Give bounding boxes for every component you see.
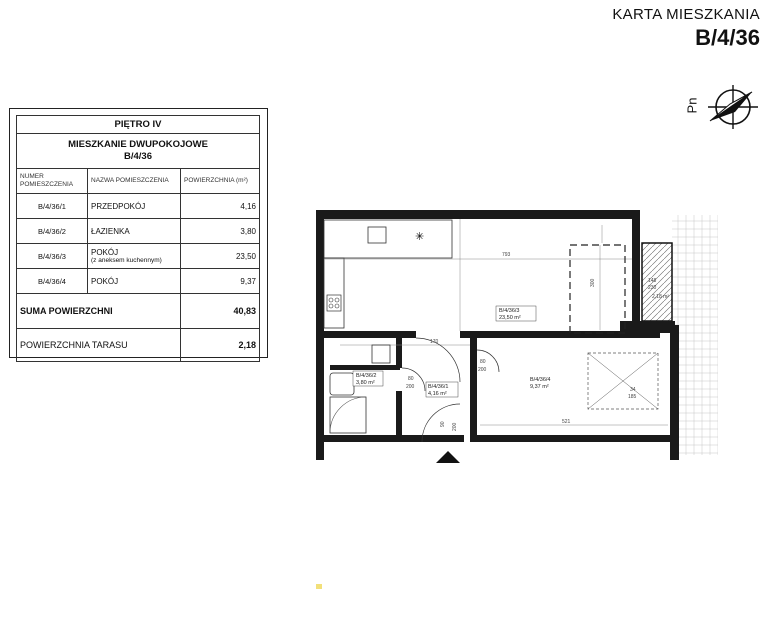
dim-148: 148	[648, 278, 657, 284]
room-number: B/4/36/4	[17, 269, 88, 294]
room-name: POKÓJ	[88, 269, 181, 294]
dim-521: 521	[562, 419, 571, 425]
card-title: KARTA MIESZKANIA	[612, 6, 760, 23]
dim-terrace-area: 2,18 m²	[652, 294, 669, 300]
dim-200c: 200	[452, 422, 458, 431]
north-label: Pn	[684, 97, 700, 114]
table-row	[17, 244, 260, 269]
apartment-type-line1: MIESZKANIE DWUPOKOJOWE	[68, 139, 208, 150]
terrace-row	[17, 329, 260, 362]
sum-row	[17, 294, 260, 329]
room-name-main: POKÓJ	[91, 248, 119, 257]
table-row	[17, 194, 260, 219]
dim-170: 170	[430, 339, 439, 345]
room3-area: 23,50 m²	[499, 315, 521, 321]
washbasin-icon	[372, 345, 390, 363]
entrance-arrow-icon	[436, 451, 460, 463]
room4-label: B/4/36/4	[530, 377, 551, 383]
room-name	[88, 244, 181, 269]
area-table	[16, 115, 260, 362]
dim-34: 34	[630, 387, 636, 393]
terrace-balcony	[642, 243, 672, 321]
kitchen-side-counter	[324, 258, 344, 328]
col-number-header: NUMER POMIESZCZENIA	[17, 169, 88, 194]
dim-793: 793	[502, 252, 511, 258]
sum-value: 40,83	[181, 294, 260, 329]
room-name: ŁAZIENKA	[88, 219, 181, 244]
apartment-type-line2: B/4/36	[124, 151, 152, 162]
col-name-header: NAZWA POMIESZCZENIA	[88, 169, 181, 194]
sink-icon	[368, 227, 386, 243]
room4-area: 9,37 m²	[530, 384, 549, 390]
sum-label: SUMA POWIERZCHNI	[17, 294, 181, 329]
dim-230: 230	[648, 285, 657, 291]
hob-fan-icon: ✳	[415, 231, 425, 243]
dim-200b: 200	[478, 367, 487, 373]
room-area: 4,16	[181, 194, 260, 219]
table-row	[17, 219, 260, 244]
location-marker	[316, 584, 322, 589]
room2-area: 3,80 m²	[356, 380, 375, 386]
stove-icon	[327, 295, 341, 311]
dim-185: 185	[628, 394, 637, 400]
room-name-sub: (z aneksem kuchennym)	[91, 257, 162, 264]
unit-code: B/4/36	[695, 25, 760, 50]
floor-plan	[310, 205, 720, 465]
room1-area: 4,16 m²	[428, 391, 447, 397]
room-number: B/4/36/3	[17, 244, 88, 269]
room3-label: B/4/36/3	[499, 308, 520, 314]
room-number: B/4/36/2	[17, 219, 88, 244]
dim-80b: 80	[480, 359, 486, 365]
room2-label: B/4/36/2	[356, 373, 377, 379]
room-area: 3,80	[181, 219, 260, 244]
room-number: B/4/36/1	[17, 194, 88, 219]
wardrobe	[570, 245, 625, 333]
dim-80a: 80	[408, 376, 414, 382]
north-arrow-icon	[690, 82, 760, 132]
shower-icon	[330, 397, 366, 433]
kitchen-counter	[324, 220, 452, 258]
dim-300: 300	[590, 278, 596, 287]
room1-label: B/4/36/1	[428, 384, 449, 390]
toilet-icon	[330, 373, 354, 395]
terrace-value: 2,18	[181, 329, 260, 362]
apartment-type	[17, 134, 260, 169]
card-header	[612, 6, 760, 51]
table-row	[17, 269, 260, 294]
room-area: 23,50	[181, 244, 260, 269]
col-area-header: POWIERZCHNIA (m²)	[181, 169, 260, 194]
room-name: PRZEDPOKÓJ	[88, 194, 181, 219]
room-area: 9,37	[181, 269, 260, 294]
area-table-frame	[9, 108, 268, 358]
dim-200a: 200	[406, 384, 415, 390]
dim-90: 90	[440, 421, 446, 427]
terrace-label: POWIERZCHNIA TARASU	[17, 329, 181, 362]
floor-label: PIĘTRO IV	[17, 116, 260, 134]
